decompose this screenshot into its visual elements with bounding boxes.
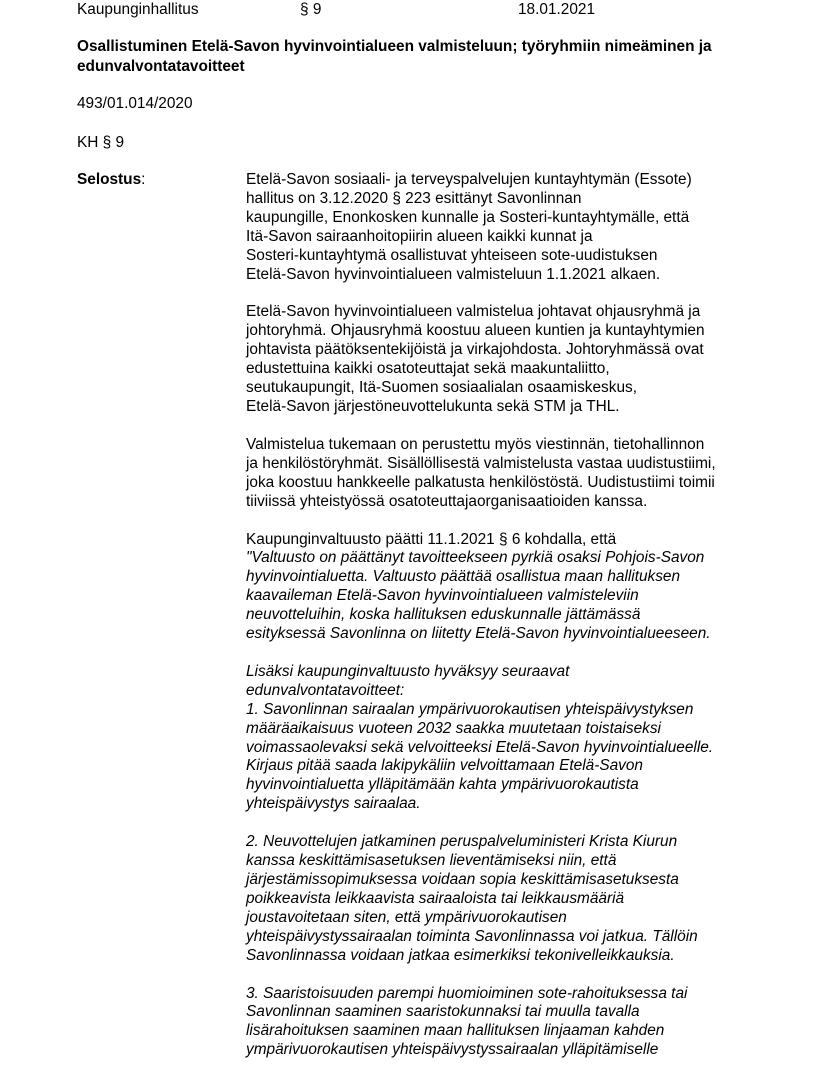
body-paragraph [246, 985, 746, 1061]
text-line: Valmistelua tukemaan on perustettu myös viestinnän, tietohallinnon [246, 435, 705, 453]
text-line: Lisäksi kaupunginvaltuusto hyväksyy seuraavat [246, 662, 570, 680]
text-line: Kaupunginvaltuusto päätti 11.1.2021 § 6 kohdalla, että [246, 530, 617, 548]
text-line: kaupungille, Enonkosken kunnalle ja Sosteri-kuntayhtymälle, että [246, 208, 690, 226]
text-line: Etelä-Savon sosiaali- ja terveyspalvelujen kuntayhtymän (Essote) [246, 171, 692, 188]
text-line: 2. Neuvottelujen jatkaminen peruspalveluministeri Krista Kiurun [246, 833, 678, 851]
text-line: määräaikaisuus vuoteen 2032 saakka muutetaan toistaiseksi [246, 719, 661, 737]
body-paragraph [246, 303, 746, 416]
text-line: Etelä-Savon hyvinvointialueen valmisteluun 1.1.2021 alkaen. [246, 265, 661, 283]
text-line: tiiviissä yhteistyössä osatoteuttajaorganisaatioiden kanssa. [246, 492, 648, 510]
title-line: Osallistuminen Etelä-Savon hyvinvointialueen valmisteluun; työryhmiin nimeäminen ja [77, 38, 712, 55]
text-line: Itä-Savon sairaanhoitopiirin alueen kaikki kunnat ja [246, 227, 593, 245]
title-line: edunvalvontatavoitteet [77, 57, 245, 75]
quoted-text-line: hyvinvointialuetta. Valtuusto päättää osallistua maan hallituksen [246, 568, 681, 586]
body-paragraph [246, 171, 746, 284]
selostus-label-text: Selostus [77, 171, 142, 188]
text-line: Savonlinnassa voidaan jatkaa esimerkiksi tekonivelleikkauksia. [246, 946, 675, 964]
text-line: ympärivuorokautisen yhteispäivystyssairaalan ylläpitämiselle [246, 1041, 659, 1059]
text-line: hyvinvointialuetta ylläpitämään kahta ympärivuorokautista [246, 776, 639, 794]
text-line: hallitus on 3.12.2020 § 223 esittänyt Savonlinnan [246, 189, 582, 207]
text-line: johtoryhmä. Ohjausryhmä koostuu alueen kuntien ja kuntayhtymien [246, 322, 705, 340]
text-line: yhteispäivystys sairaalaa. [246, 795, 421, 813]
selostus-colon: : [141, 171, 146, 188]
board-section-reference: KH § 9 [77, 134, 125, 151]
text-line: ja henkilöstöryhmät. Sisällöllisestä valmistelusta vastaa uudistustiimi, [246, 454, 716, 472]
board-name: Kaupunginhallitus [77, 1, 199, 18]
text-line: edunvalvontatavoitteet: [246, 681, 405, 699]
section-number: § 9 [300, 1, 322, 18]
text-line: voimassaolevaksi sekä velvoitteeksi Etelä-Savon hyvinvointialueelle. [246, 738, 714, 756]
text-line: Savonlinnan saaminen saaristokunnaksi tai muulla tavalla [246, 1003, 640, 1021]
body-paragraph [246, 436, 746, 512]
text-line: joustavoitetaan siten, että ympärivuorokautisen [246, 908, 567, 926]
text-line: Etelä-Savon järjestöneuvottelukunta sekä STM ja THL. [246, 397, 620, 415]
text-line: johtavista päätöksentekijöistä ja virkajohdosta. Johtoryhmässä ovat [246, 341, 704, 359]
text-line: 3. Saaristoisuuden parempi huomioiminen sote-rahoituksessa tai [246, 984, 688, 1002]
quoted-text-line: neuvotteluihin, koska hallituksen eduskunnalle jättämässä [246, 606, 641, 624]
text-line: seutukaupungit, Itä-Suomen sosiaalialan osaamiskeskus, [246, 379, 637, 397]
quoted-text-line: "Valtuusto on päättänyt tavoitteekseen pyrkiä osaksi Pohjois-Savon [246, 549, 705, 567]
text-line: kanssa keskittämisasetuksen lieventämiseksi niin, että [246, 852, 617, 870]
text-line: järjestämissopimuksessa voidaan sopia keskittämisasetuksesta [246, 871, 679, 888]
text-line: Sosteri-kuntayhtymä osallistuvat yhteiseen sote-uudistuksen [246, 246, 658, 264]
text-line: poikkeavista leikkaavista sairaaloista tai leikkausmääriä [246, 889, 625, 907]
body-paragraph [246, 833, 746, 965]
quoted-text-line: kaavaileman Etelä-Savon hyvinvointialueen valmisteleviin [246, 587, 639, 605]
document-header [77, 1, 777, 21]
body-paragraph [246, 531, 746, 644]
text-line: joka koostuu hankkeelle palkatusta henkilöstöstä. Uudistustiimi toimii [246, 473, 715, 491]
body-paragraph [246, 663, 746, 814]
diary-number: 493/01.014/2020 [77, 95, 193, 112]
quoted-text-line: esityksessä Savonlinna on liitetty Etelä-Savon hyvinvointialueeseen. [246, 625, 711, 643]
selostus-label [77, 171, 145, 190]
selostus-body [246, 171, 746, 1079]
text-line: lisärahoituksen saaminen maan hallituksen linjaaman kahden [246, 1022, 665, 1040]
meeting-date: 18.01.2021 [518, 1, 596, 18]
text-line: Kirjaus pitää saada lakipykäliin velvoittamaan Etelä-Savon [246, 757, 643, 775]
document-title [77, 37, 777, 76]
text-line: 1. Savonlinnan sairaalan ympärivuorokautisen yhteispäivystyksen [246, 700, 694, 718]
text-line: yhteispäivystyssairaalan toiminta Savonlinnassa voi jatkua. Tällöin [246, 927, 698, 945]
text-line: Etelä-Savon hyvinvointialueen valmistelua johtavat ohjausryhmä ja [246, 303, 701, 321]
text-line: edustettuina kaikki osatoteuttajat sekä maakuntaliitto, [246, 360, 610, 378]
